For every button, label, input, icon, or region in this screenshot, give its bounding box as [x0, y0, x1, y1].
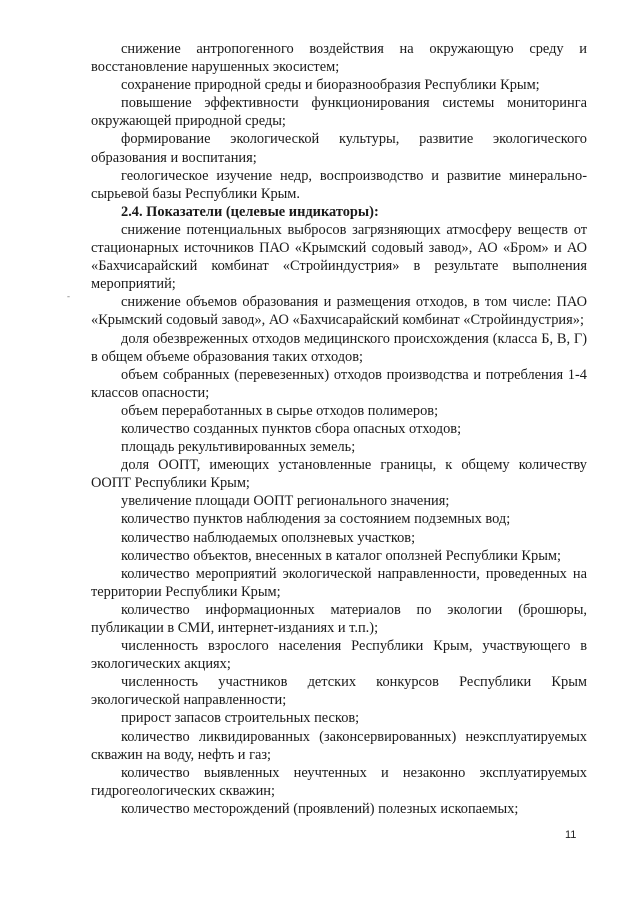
list-item: количество пунктов наблюдения за состоянием подземных вод; — [121, 511, 511, 528]
list-item: количество выявленных неучтенных и незаконно эксплуатируемых гидрогеологических скважин; — [91, 764, 587, 799]
list-item: площадь рекультивированных земель; — [121, 439, 356, 456]
list-item: количество объектов, внесенных в каталог оползней Республики Крым; — [121, 547, 561, 564]
list-item: объем переработанных в сырье отходов полимеров; — [121, 402, 439, 419]
document-body — [91, 40, 587, 818]
margin-mark: - — [67, 291, 70, 301]
list-item: доля ООПТ, имеющих установленные границы, к общему количеству ООПТ Республики Крым; — [91, 457, 587, 492]
list-item: численность взрослого населения Республики Крым, участвующего в экологических акциях; — [91, 638, 587, 673]
list-item: количество ликвидированных (законсервированных) неэксплуатируемых скважин на воду, нефть и газ; — [91, 728, 587, 763]
list-item: формирование экологической культуры, развитие экологического образования и воспитания; — [91, 131, 587, 166]
list-item: численность участников детских конкурсов Республики Крым экологической направленности; — [91, 674, 587, 709]
list-item: снижение антропогенного воздействия на окружающую среду и восстановление нарушенных экосистем; — [91, 41, 587, 76]
list-item: количество мероприятий экологической направленности, проведенных на территории Республики Крым; — [91, 565, 587, 600]
list-item: геологическое изучение недр, воспроизводство и развитие минерально-сырьевой базы Республики Крым. — [91, 167, 587, 202]
page-number: 11 — [565, 829, 577, 841]
list-item: объем собранных (перевезенных) отходов производства и потребления 1-4 классов опасности; — [91, 366, 587, 401]
list-item: повышение эффективности функционирования системы мониторинга окружающей природной среды; — [91, 95, 587, 130]
list-item: количество информационных материалов по экологии (брошюры, публикации в СМИ, интернет-изданиях и т.п.); — [91, 601, 587, 636]
list-item: количество месторождений (проявлений) полезных ископаемых; — [121, 800, 519, 817]
list-item: снижение потенциальных выбросов загрязняющих атмосферу веществ от стационарных источников ПАО «Крымский содовый завод», АО «Бром» и АО «Бахчисарайский комбинат «Стройиндустрия» в результате выполнения мероприятий; — [91, 221, 587, 293]
section-heading: 2.4. Показатели (целевые индикаторы): — [121, 203, 379, 220]
list-item: количество наблюдаемых оползневых участков; — [121, 529, 416, 546]
list-item: доля обезвреженных отходов медицинского происхождения (класса Б, В, Г) в общем объеме образования таких отходов; — [91, 330, 587, 365]
list-item: количество созданных пунктов сбора опасных отходов; — [121, 420, 462, 437]
list-item: снижение объемов образования и размещения отходов, в том числе: ПАО «Крымский содовый завод», АО «Бахчисарайский комбинат «Стройиндустрия»; — [91, 294, 587, 329]
list-item: прирост запасов строительных песков; — [121, 710, 360, 727]
list-item: сохранение природной среды и биоразнообразия Республики Крым; — [121, 77, 540, 94]
list-item: увеличение площади ООПТ регионального значения; — [121, 493, 450, 510]
